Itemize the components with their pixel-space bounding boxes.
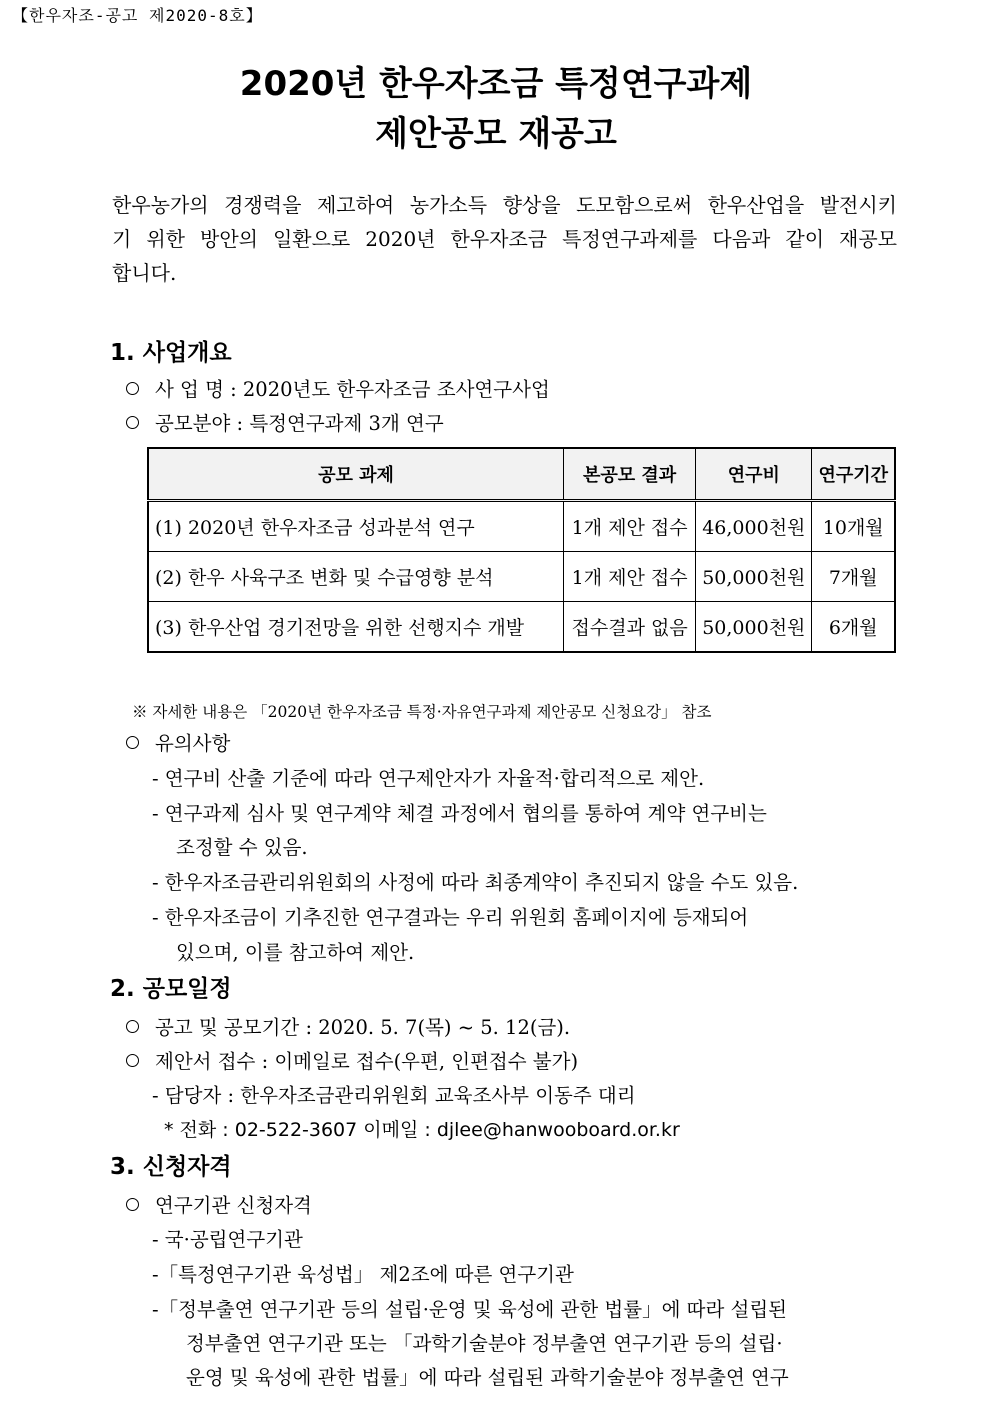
eligibility-item-continued: 정부출연 연구기관 또는 「과학기술분야 정부출연 연구기관 등의 설립· [186,1332,783,1355]
caution-item: - 연구과제 심사 및 연구계약 체결 과정에서 협의를 통하여 계약 연구비는 [152,802,767,825]
caution-item: - 한우자조금관리위원회의 사정에 따라 최종계약이 추진되지 않을 수도 있음. [152,871,799,894]
circle-bullet-icon [126,1020,139,1033]
table-cell: 7개월 [812,552,895,602]
page-title-line2: 제안공모 재공고 [375,114,617,154]
circle-bullet-icon [126,736,139,749]
eligibility-item: - 국·공립연구기관 [152,1228,303,1251]
table-cell: 1개 제안 접수 [563,501,695,552]
section-heading-overview: 1. 사업개요 [110,340,232,366]
intro-paragraph: 한우농가의 경쟁력을 제고하여 농가소득 향상을 도모함으로써 한우산업을 발전시키기 위한 방안의 일환으로 2020년 한우자조금 특정연구과제를 다음과 같이 재공모합니다. [112,193,897,285]
project-name-line: 사 업 명 : 2020년도 한우자조금 조사연구사업 [126,374,550,402]
section-heading-eligibility: 3. 신청자격 [110,1154,232,1180]
table-cell: (2) 한우 사육구조 변화 및 수급영향 분석 [148,552,563,602]
table-cell: 6개월 [812,602,895,653]
section-heading-schedule: 2. 공모일정 [110,976,232,1002]
contact-line: * 전화 : 02-522-3607 이메일 : djlee@hanwooboard.or.kr [164,1119,680,1141]
table-cell: (1) 2020년 한우자조금 성과분석 연구 [148,501,563,552]
caution-item-continued: 조정할 수 있음. [176,836,308,859]
col-header: 본공모 결과 [563,448,695,501]
col-header: 연구기간 [812,448,895,501]
caution-item: - 한우자조금이 기추진한 연구결과는 우리 위원회 홈페이지에 등재되어 [152,906,749,929]
table-cell: 접수결과 없음 [563,602,695,653]
caution-item-continued: 있으며, 이를 참고하여 제안. [176,941,415,964]
table-cell: (3) 한우산업 경기전망을 위한 선행지수 개발 [148,602,563,653]
document-number: 【한우자조-공고 제2020-8호】 [12,6,263,25]
circle-bullet-icon [126,416,139,429]
table-row [148,602,895,653]
col-header: 연구비 [696,448,812,501]
table-cell: 50,000천원 [696,552,812,602]
circle-bullet-icon [126,1198,139,1211]
submission-line: 제안서 접수 : 이메일로 접수(우편, 인편접수 불가) [126,1046,578,1074]
table-cell: 10개월 [812,501,895,552]
table-cell: 46,000천원 [696,501,812,552]
eligibility-sub-heading: 연구기관 신청자격 [126,1190,312,1218]
reference-note: ※ 자세한 내용은 「2020년 한우자조금 특정·자유연구과제 제안공모 신청요강」 참조 [132,703,712,721]
table-cell: 50,000천원 [696,602,812,653]
table-row [148,552,895,602]
eligibility-item-continued: 운영 및 육성에 관한 법률」에 따라 설립된 과학기술분야 정부출연 연구 [186,1366,789,1389]
manager-line: - 담당자 : 한우자조금관리위원회 교육조사부 이동주 대리 [152,1084,636,1107]
circle-bullet-icon [126,1054,139,1067]
circle-bullet-icon [126,382,139,395]
page-title: 2020년 한우자조금 특정연구과제 [239,64,753,104]
table-header-row [148,448,895,501]
table-cell: 1개 제안 접수 [563,552,695,602]
period-line: 공고 및 공모기간 : 2020. 5. 7(목) ~ 5. 12(금). [126,1012,570,1040]
table-row [148,501,895,552]
project-table [147,447,896,653]
field-line: 공모분야 : 특정연구과제 3개 연구 [126,408,444,436]
eligibility-item: -「특정연구기관 육성법」 제2조에 따른 연구기관 [152,1263,574,1286]
caution-item: - 연구비 산출 기준에 따라 연구제안자가 자율적·합리적으로 제안. [152,767,705,790]
caution-heading: 유의사항 [126,728,230,756]
col-header: 공모 과제 [148,448,563,501]
eligibility-item: -「정부출연 연구기관 등의 설립·운영 및 육성에 관한 법률」에 따라 설립된 [152,1298,788,1321]
